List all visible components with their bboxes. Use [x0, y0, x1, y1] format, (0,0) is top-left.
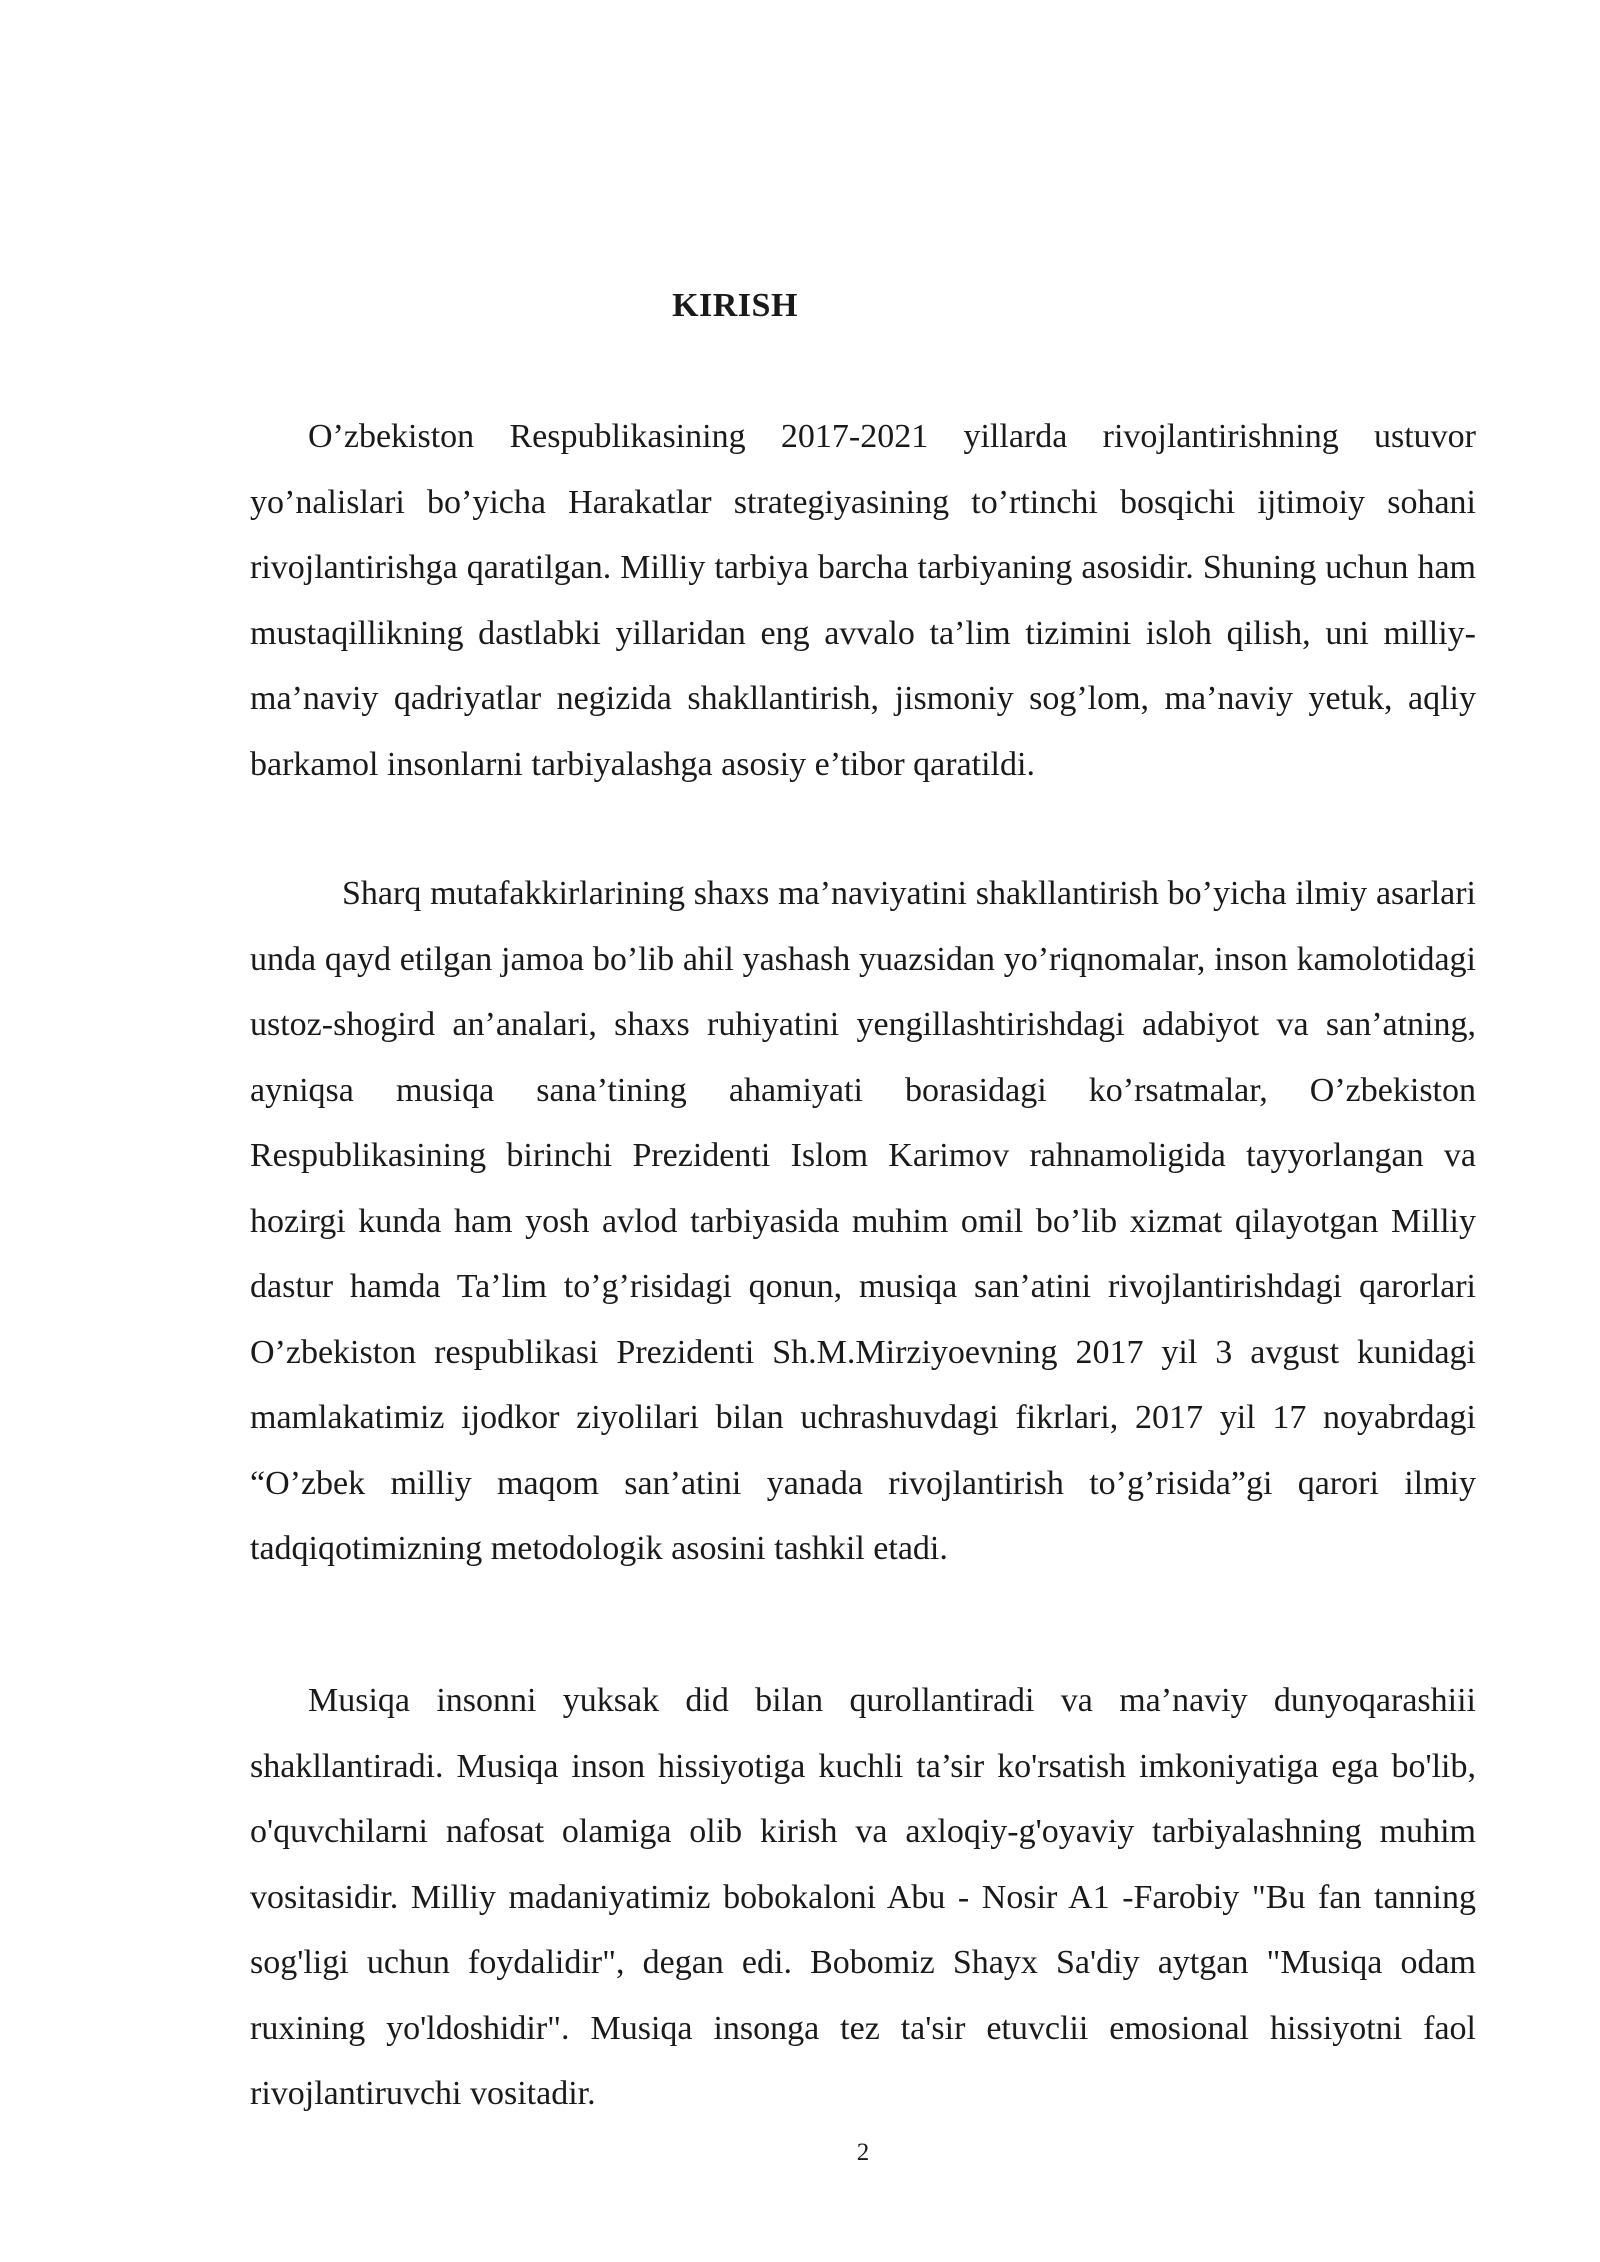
page-number: 2	[856, 2139, 870, 2166]
paragraph-block	[250, 1668, 1476, 2127]
page-number-container	[0, 2138, 1600, 2168]
paragraph-block	[250, 404, 1476, 797]
section-heading: KIRISH	[672, 287, 798, 324]
paragraph-1: O’zbekiston Respublikasining 2017-2021 yillarda rivojlantirishning ustuvor yo’nalislari bo’yicha Harakatlar strategiyasining to’rtinchi bosqichi ijtimoiy sohani rivojlantirishga qaratilgan. Milliy tarbiya barcha tarbiyaning asosidir. Shuning uchun ham mustaqillikning dastlabki yillaridan eng avvalo ta’lim tizimini isloh qilish, uni milliy-ma’naviy qadriyatlar negizida shakllantirish, jismoniy sog’lom, ma’naviy yetuk, aqliy barkamol insonlarni tarbiyalashga asosiy e’tibor qaratildi.	[250, 418, 1476, 783]
paragraph-2: Sharq mutafakkirlarining shaxs ma’naviyatini shakllantirish bo’yicha ilmiy asarlari unda qayd etilgan jamoa bo’lib ahil yashash yuazsidan yo’riqnomalar, inson kamolotidagi ustoz-shogird an’analari, shaxs ruhiyatini yengillashtirishdagi adabiyot va san’atning, ayniqsa musiqa sana’tining ahamiyati borasidagi ko’rsatmalar, O’zbekiston Respublikasining birinchi Prezidenti Islom Karimov rahnamoligida tayyorlangan va hozirgi kunda ham yosh avlod tarbiyasida muhim omil bo’lib xizmat qilayotgan Milliy dastur hamda Ta’lim to’g’risidagi qonun, musiqa san’atini rivojlantirishdagi qarorlari O’zbekiston respublikasi Prezidenti Sh.M.Mirziyoevning 2017 yil 3 avgust kunidagi mamlakatimiz ijodkor ziyolilari bilan uchrashuvdagi fikrlari, 2017 yil 17 noyabrdagi “O’zbek milliy maqom san’atini yanada rivojlantirish to’g’risida”gi qarori ilmiy tadqiqotimizning metodologik asosini tashkil etadi.	[250, 875, 1476, 1567]
paragraph-block	[250, 861, 1476, 1582]
paragraph-3: Musiqa insonni yuksak did bilan qurollantiradi va ma’naviy dunyoqarashiii shakllantiradi. Musiqa inson hissiyotiga kuchli ta’sir ko'rsatish imkoniyatiga ega bo'lib, o'quvchilarni nafosat olamiga olib kirish va axloqiy-g'oyaviy tarbiyalashning muhim vositasidir. Milliy madaniyatimiz bobokaloni Abu - Nosir A1 -Farobiy "Bu fan tanning sog'ligi uchun foydalidir", degan edi. Bobomiz Shayx Sa'diy aytgan "Musiqa odam ruxining yo'ldoshidir". Musiqa insonga tez ta'sir etuvclii emosional hissiyotni faol rivojlantiruvchi vositadir.	[250, 1682, 1476, 2112]
